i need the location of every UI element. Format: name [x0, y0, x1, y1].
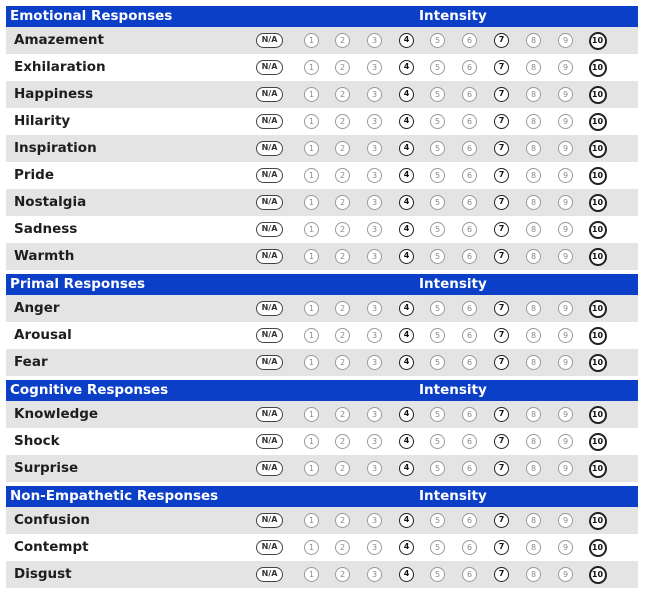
intensity-column-header: Intensity	[419, 382, 487, 398]
intensity-option-9[interactable]: 9	[558, 328, 573, 343]
na-option[interactable]: N/A	[256, 249, 283, 264]
intensity-option-3[interactable]: 3	[367, 328, 382, 343]
na-option[interactable]: N/A	[256, 540, 283, 555]
intensity-option-6[interactable]: 6	[462, 567, 477, 582]
intensity-option-3[interactable]: 3	[367, 141, 382, 156]
response-label: Arousal	[14, 327, 72, 343]
intensity-option-3[interactable]: 3	[367, 195, 382, 210]
intensity-option-9[interactable]: 9	[558, 567, 573, 582]
response-label: Warmth	[14, 248, 75, 264]
intensity-option-7[interactable]: 7	[494, 87, 509, 102]
intensity-option-7[interactable]: 7	[494, 222, 509, 237]
intensity-option-10[interactable]: 10	[589, 300, 607, 318]
intensity-option-1[interactable]: 1	[304, 461, 319, 476]
intensity-option-10[interactable]: 10	[589, 194, 607, 212]
intensity-option-6[interactable]: 6	[462, 540, 477, 555]
intensity-option-4[interactable]: 4	[399, 195, 414, 210]
intensity-option-6[interactable]: 6	[462, 195, 477, 210]
intensity-survey	[6, 6, 638, 588]
intensity-option-5[interactable]: 5	[430, 540, 445, 555]
intensity-option-5[interactable]: 5	[430, 168, 445, 183]
intensity-option-6[interactable]: 6	[462, 249, 477, 264]
intensity-option-3[interactable]: 3	[367, 540, 382, 555]
response-row	[6, 455, 638, 482]
intensity-option-5[interactable]: 5	[430, 301, 445, 316]
intensity-option-6[interactable]: 6	[462, 434, 477, 449]
response-row	[6, 295, 638, 322]
intensity-option-9[interactable]: 9	[558, 141, 573, 156]
na-option[interactable]: N/A	[256, 461, 283, 476]
section-header	[6, 486, 638, 507]
intensity-option-7[interactable]: 7	[494, 434, 509, 449]
intensity-option-9[interactable]: 9	[558, 513, 573, 528]
intensity-option-1[interactable]: 1	[304, 222, 319, 237]
na-option[interactable]: N/A	[256, 328, 283, 343]
na-option[interactable]: N/A	[256, 222, 283, 237]
response-label: Sadness	[14, 221, 78, 237]
intensity-option-6[interactable]: 6	[462, 141, 477, 156]
response-label: Pride	[14, 167, 54, 183]
intensity-option-10[interactable]: 10	[589, 167, 607, 185]
intensity-option-8[interactable]: 8	[526, 114, 541, 129]
intensity-option-6[interactable]: 6	[462, 60, 477, 75]
intensity-option-5[interactable]: 5	[430, 222, 445, 237]
intensity-option-4[interactable]: 4	[399, 540, 414, 555]
intensity-option-5[interactable]: 5	[430, 355, 445, 370]
intensity-option-7[interactable]: 7	[494, 461, 509, 476]
response-row	[6, 108, 638, 135]
response-row	[6, 322, 638, 349]
response-label: Nostalgia	[14, 194, 87, 210]
intensity-option-10[interactable]: 10	[589, 460, 607, 478]
intensity-option-3[interactable]: 3	[367, 567, 382, 582]
intensity-option-2[interactable]: 2	[335, 407, 350, 422]
intensity-option-5[interactable]: 5	[430, 141, 445, 156]
intensity-option-2[interactable]: 2	[335, 513, 350, 528]
intensity-option-9[interactable]: 9	[558, 434, 573, 449]
na-option[interactable]: N/A	[256, 87, 283, 102]
intensity-option-5[interactable]: 5	[430, 513, 445, 528]
response-row	[6, 189, 638, 216]
section-header	[6, 6, 638, 27]
intensity-option-5[interactable]: 5	[430, 407, 445, 422]
intensity-option-5[interactable]: 5	[430, 195, 445, 210]
intensity-option-9[interactable]: 9	[558, 461, 573, 476]
intensity-column-header: Intensity	[419, 8, 487, 24]
intensity-option-9[interactable]: 9	[558, 249, 573, 264]
response-label: Confusion	[14, 512, 90, 528]
intensity-option-2[interactable]: 2	[335, 567, 350, 582]
intensity-option-2[interactable]: 2	[335, 301, 350, 316]
intensity-option-7[interactable]: 7	[494, 60, 509, 75]
intensity-option-4[interactable]: 4	[399, 567, 414, 582]
intensity-option-4[interactable]: 4	[399, 141, 414, 156]
intensity-option-5[interactable]: 5	[430, 328, 445, 343]
response-row	[6, 135, 638, 162]
intensity-option-8[interactable]: 8	[526, 540, 541, 555]
intensity-option-3[interactable]: 3	[367, 434, 382, 449]
intensity-option-3[interactable]: 3	[367, 33, 382, 48]
intensity-option-3[interactable]: 3	[367, 249, 382, 264]
intensity-option-7[interactable]: 7	[494, 33, 509, 48]
intensity-option-8[interactable]: 8	[526, 195, 541, 210]
intensity-option-7[interactable]: 7	[494, 567, 509, 582]
intensity-option-8[interactable]: 8	[526, 567, 541, 582]
intensity-option-8[interactable]: 8	[526, 461, 541, 476]
intensity-option-9[interactable]: 9	[558, 33, 573, 48]
intensity-option-4[interactable]: 4	[399, 513, 414, 528]
intensity-option-2[interactable]: 2	[335, 141, 350, 156]
intensity-option-6[interactable]: 6	[462, 33, 477, 48]
response-label: Amazement	[14, 32, 104, 48]
intensity-option-4[interactable]: 4	[399, 355, 414, 370]
response-label: Knowledge	[14, 406, 99, 422]
intensity-option-1[interactable]: 1	[304, 301, 319, 316]
intensity-option-2[interactable]: 2	[335, 222, 350, 237]
na-option[interactable]: N/A	[256, 355, 283, 370]
na-option[interactable]: N/A	[256, 141, 283, 156]
intensity-option-8[interactable]: 8	[526, 434, 541, 449]
response-label: Disgust	[14, 566, 72, 582]
intensity-option-3[interactable]: 3	[367, 168, 382, 183]
intensity-option-7[interactable]: 7	[494, 141, 509, 156]
response-label: Hilarity	[14, 113, 71, 129]
intensity-option-8[interactable]: 8	[526, 33, 541, 48]
intensity-option-2[interactable]: 2	[335, 461, 350, 476]
intensity-option-1[interactable]: 1	[304, 434, 319, 449]
intensity-option-6[interactable]: 6	[462, 513, 477, 528]
intensity-option-4[interactable]: 4	[399, 33, 414, 48]
intensity-option-10[interactable]: 10	[589, 113, 607, 131]
intensity-option-3[interactable]: 3	[367, 222, 382, 237]
intensity-option-6[interactable]: 6	[462, 168, 477, 183]
intensity-option-3[interactable]: 3	[367, 407, 382, 422]
intensity-option-3[interactable]: 3	[367, 114, 382, 129]
intensity-option-4[interactable]: 4	[399, 60, 414, 75]
intensity-option-9[interactable]: 9	[558, 195, 573, 210]
intensity-option-3[interactable]: 3	[367, 355, 382, 370]
intensity-option-5[interactable]: 5	[430, 567, 445, 582]
response-label: Anger	[14, 300, 60, 316]
response-label: Shock	[14, 433, 60, 449]
intensity-option-9[interactable]: 9	[558, 87, 573, 102]
intensity-option-8[interactable]: 8	[526, 87, 541, 102]
response-row	[6, 534, 638, 561]
intensity-option-8[interactable]: 8	[526, 407, 541, 422]
response-row	[6, 507, 638, 534]
section-header	[6, 380, 638, 401]
response-label: Fear	[14, 354, 48, 370]
intensity-option-1[interactable]: 1	[304, 540, 319, 555]
intensity-option-6[interactable]: 6	[462, 301, 477, 316]
intensity-option-7[interactable]: 7	[494, 407, 509, 422]
intensity-option-5[interactable]: 5	[430, 434, 445, 449]
intensity-option-9[interactable]: 9	[558, 540, 573, 555]
intensity-option-10[interactable]: 10	[589, 406, 607, 424]
intensity-option-9[interactable]: 9	[558, 407, 573, 422]
intensity-option-10[interactable]: 10	[589, 140, 607, 158]
intensity-option-2[interactable]: 2	[335, 434, 350, 449]
intensity-column-header: Intensity	[419, 488, 487, 504]
intensity-option-1[interactable]: 1	[304, 567, 319, 582]
response-label: Inspiration	[14, 140, 97, 156]
intensity-option-2[interactable]: 2	[335, 540, 350, 555]
intensity-option-8[interactable]: 8	[526, 328, 541, 343]
section-title: Emotional Responses	[10, 8, 173, 24]
intensity-option-3[interactable]: 3	[367, 87, 382, 102]
intensity-option-2[interactable]: 2	[335, 355, 350, 370]
intensity-option-2[interactable]: 2	[335, 87, 350, 102]
intensity-option-2[interactable]: 2	[335, 60, 350, 75]
intensity-option-5[interactable]: 5	[430, 60, 445, 75]
intensity-option-1[interactable]: 1	[304, 141, 319, 156]
intensity-option-6[interactable]: 6	[462, 355, 477, 370]
response-row	[6, 428, 638, 455]
intensity-option-1[interactable]: 1	[304, 60, 319, 75]
intensity-option-4[interactable]: 4	[399, 87, 414, 102]
intensity-option-10[interactable]: 10	[589, 512, 607, 530]
response-row	[6, 561, 638, 588]
intensity-option-8[interactable]: 8	[526, 301, 541, 316]
intensity-option-6[interactable]: 6	[462, 407, 477, 422]
intensity-option-8[interactable]: 8	[526, 141, 541, 156]
response-row	[6, 401, 638, 428]
response-label: Contempt	[14, 539, 89, 555]
intensity-option-1[interactable]: 1	[304, 33, 319, 48]
intensity-option-4[interactable]: 4	[399, 249, 414, 264]
intensity-option-2[interactable]: 2	[335, 195, 350, 210]
intensity-option-4[interactable]: 4	[399, 328, 414, 343]
intensity-option-4[interactable]: 4	[399, 168, 414, 183]
intensity-option-1[interactable]: 1	[304, 168, 319, 183]
intensity-option-5[interactable]: 5	[430, 249, 445, 264]
intensity-option-5[interactable]: 5	[430, 461, 445, 476]
intensity-option-2[interactable]: 2	[335, 328, 350, 343]
na-option[interactable]: N/A	[256, 301, 283, 316]
intensity-option-10[interactable]: 10	[589, 86, 607, 104]
intensity-option-9[interactable]: 9	[558, 114, 573, 129]
intensity-option-10[interactable]: 10	[589, 221, 607, 239]
intensity-option-9[interactable]: 9	[558, 355, 573, 370]
intensity-option-1[interactable]: 1	[304, 355, 319, 370]
intensity-option-1[interactable]: 1	[304, 407, 319, 422]
section-title: Non-Empathetic Responses	[10, 488, 219, 504]
intensity-option-3[interactable]: 3	[367, 60, 382, 75]
response-row	[6, 27, 638, 54]
intensity-option-7[interactable]: 7	[494, 540, 509, 555]
intensity-option-4[interactable]: 4	[399, 434, 414, 449]
response-row	[6, 243, 638, 270]
na-option[interactable]: N/A	[256, 407, 283, 422]
intensity-option-7[interactable]: 7	[494, 301, 509, 316]
intensity-option-4[interactable]: 4	[399, 222, 414, 237]
intensity-option-5[interactable]: 5	[430, 87, 445, 102]
response-label: Happiness	[14, 86, 94, 102]
intensity-option-8[interactable]: 8	[526, 168, 541, 183]
intensity-option-9[interactable]: 9	[558, 168, 573, 183]
intensity-option-10[interactable]: 10	[589, 32, 607, 50]
section-title: Primal Responses	[10, 276, 146, 292]
intensity-option-1[interactable]: 1	[304, 328, 319, 343]
intensity-option-8[interactable]: 8	[526, 222, 541, 237]
intensity-option-7[interactable]: 7	[494, 114, 509, 129]
na-option[interactable]: N/A	[256, 60, 283, 75]
intensity-option-10[interactable]: 10	[589, 248, 607, 266]
intensity-option-8[interactable]: 8	[526, 60, 541, 75]
intensity-option-2[interactable]: 2	[335, 249, 350, 264]
intensity-option-10[interactable]: 10	[589, 354, 607, 372]
intensity-option-7[interactable]: 7	[494, 168, 509, 183]
intensity-option-6[interactable]: 6	[462, 87, 477, 102]
response-row	[6, 349, 638, 376]
na-option[interactable]: N/A	[256, 114, 283, 129]
intensity-option-10[interactable]: 10	[589, 566, 607, 584]
intensity-option-4[interactable]: 4	[399, 461, 414, 476]
intensity-option-3[interactable]: 3	[367, 461, 382, 476]
intensity-option-2[interactable]: 2	[335, 168, 350, 183]
intensity-option-10[interactable]: 10	[589, 59, 607, 77]
section-title: Cognitive Responses	[10, 382, 169, 398]
response-label: Surprise	[14, 460, 79, 476]
intensity-option-1[interactable]: 1	[304, 114, 319, 129]
intensity-option-4[interactable]: 4	[399, 114, 414, 129]
intensity-option-1[interactable]: 1	[304, 195, 319, 210]
na-option[interactable]: N/A	[256, 567, 283, 582]
intensity-column-header: Intensity	[419, 276, 487, 292]
response-row	[6, 216, 638, 243]
intensity-option-2[interactable]: 2	[335, 114, 350, 129]
intensity-option-10[interactable]: 10	[589, 433, 607, 451]
intensity-option-6[interactable]: 6	[462, 328, 477, 343]
na-option[interactable]: N/A	[256, 168, 283, 183]
intensity-option-2[interactable]: 2	[335, 33, 350, 48]
intensity-option-9[interactable]: 9	[558, 301, 573, 316]
na-option[interactable]: N/A	[256, 434, 283, 449]
intensity-option-5[interactable]: 5	[430, 33, 445, 48]
intensity-option-7[interactable]: 7	[494, 355, 509, 370]
intensity-option-10[interactable]: 10	[589, 327, 607, 345]
response-label: Exhilaration	[14, 59, 106, 75]
intensity-option-6[interactable]: 6	[462, 114, 477, 129]
intensity-option-7[interactable]: 7	[494, 195, 509, 210]
intensity-option-1[interactable]: 1	[304, 513, 319, 528]
intensity-option-7[interactable]: 7	[494, 249, 509, 264]
intensity-option-6[interactable]: 6	[462, 461, 477, 476]
intensity-option-3[interactable]: 3	[367, 301, 382, 316]
intensity-option-1[interactable]: 1	[304, 249, 319, 264]
response-row	[6, 162, 638, 189]
intensity-option-8[interactable]: 8	[526, 355, 541, 370]
section-header	[6, 274, 638, 295]
intensity-option-9[interactable]: 9	[558, 60, 573, 75]
response-row	[6, 81, 638, 108]
intensity-option-8[interactable]: 8	[526, 513, 541, 528]
na-option[interactable]: N/A	[256, 33, 283, 48]
intensity-option-1[interactable]: 1	[304, 87, 319, 102]
intensity-option-4[interactable]: 4	[399, 301, 414, 316]
intensity-option-3[interactable]: 3	[367, 513, 382, 528]
intensity-option-9[interactable]: 9	[558, 222, 573, 237]
na-option[interactable]: N/A	[256, 513, 283, 528]
intensity-option-5[interactable]: 5	[430, 114, 445, 129]
intensity-option-10[interactable]: 10	[589, 539, 607, 557]
intensity-option-6[interactable]: 6	[462, 222, 477, 237]
intensity-option-4[interactable]: 4	[399, 407, 414, 422]
intensity-option-8[interactable]: 8	[526, 249, 541, 264]
na-option[interactable]: N/A	[256, 195, 283, 210]
intensity-option-7[interactable]: 7	[494, 328, 509, 343]
response-row	[6, 54, 638, 81]
intensity-option-7[interactable]: 7	[494, 513, 509, 528]
